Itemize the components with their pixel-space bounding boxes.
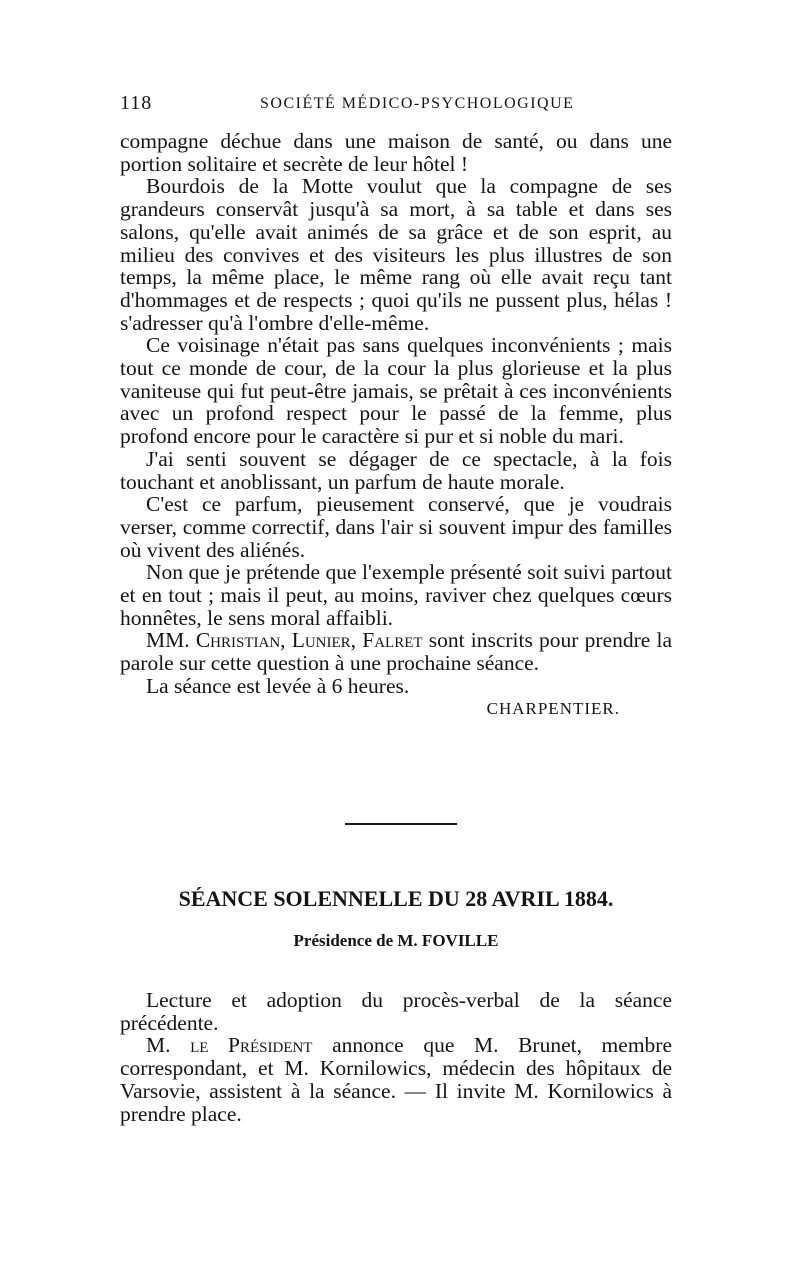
- paragraph-president: [120, 1034, 672, 1125]
- president-title: M. le Président: [146, 1033, 313, 1058]
- session-title: SÉANCE SOLENNELLE DU 28 AVRIL 1884.: [178, 886, 614, 911]
- paragraph: J'ai senti souvent se dégager de ce spectacle, à la fois touchant et anoblissant, un parfum de haute morale.: [120, 446, 672, 494]
- speakers-prefix: MM.: [146, 628, 190, 653]
- session-text: [120, 989, 672, 1125]
- president-announcement: annonce que M. Brunet, membre correspondant, et M. Kornilowics, médecin des hôpitaux de Varsovie, assistent à la séance. — Il invite M. Kornilowics à prendre place.: [120, 1033, 673, 1126]
- page-number: 118: [120, 92, 153, 114]
- paragraph: Non que je prétende que l'exemple présenté soit suivi partout et en tout ; mais il peut, au moins, raviver chez quelques cœurs honnêtes, le sens moral affaibli.: [120, 560, 672, 630]
- paragraph-speakers: [120, 629, 672, 674]
- paragraph: La séance est levée à 6 heures.: [146, 673, 410, 698]
- paragraph: Lecture et adoption du procès-verbal de la séance précédente.: [120, 988, 672, 1035]
- signature: CHARPENTIER.: [486, 698, 620, 718]
- running-header: [120, 92, 670, 116]
- paragraph: Bourdois de la Motte voulut que la compagne de ses grandeurs conservât jusqu'à sa mort, à sa table et dans ses salons, qu'elle avait animés de sa grâce et de son esprit, au milieu des convives et des visiteurs les plus illustres de son temps, la même place, le même rang où elle avait reçu tant d'hommages et de respects ; quoi qu'ils ne pussent plus, hélas ! s'adresser qu'à l'ombre d'elle-même.: [120, 174, 672, 335]
- paragraph: C'est ce parfum, pieusement conservé, que je voudrais verser, comme correctif, dans l'air si souvent impur des familles où vivent des aliénés.: [120, 492, 672, 562]
- discourse-text: [120, 130, 672, 720]
- speaker-names: Christian, Lunier, Falret: [195, 628, 423, 653]
- paragraph: compagne déchue dans une maison de santé, ou dans une portion solitaire et secrète de leur hôtel !: [120, 129, 672, 176]
- paragraph: Ce voisinage n'était pas sans quelques inconvénients ; mais tout ce monde de cour, de la cour la plus glorieuse et la plus vaniteuse qui fut peut-être jamais, se prêtait à ces inconvénients avec un profond respect pour le passé de la femme, plus profond encore pour le caractère si pur et si noble du mari.: [120, 333, 672, 449]
- speakers-rest: sont inscrits pour prendre la parole sur cette question à une prochaine séance.: [120, 628, 673, 676]
- section-divider: [345, 823, 457, 825]
- running-title: SOCIÉTÉ MÉDICO-PSYCHOLOGIQUE: [260, 95, 575, 112]
- presidency-line: Présidence de M. FOVILLE: [293, 931, 499, 950]
